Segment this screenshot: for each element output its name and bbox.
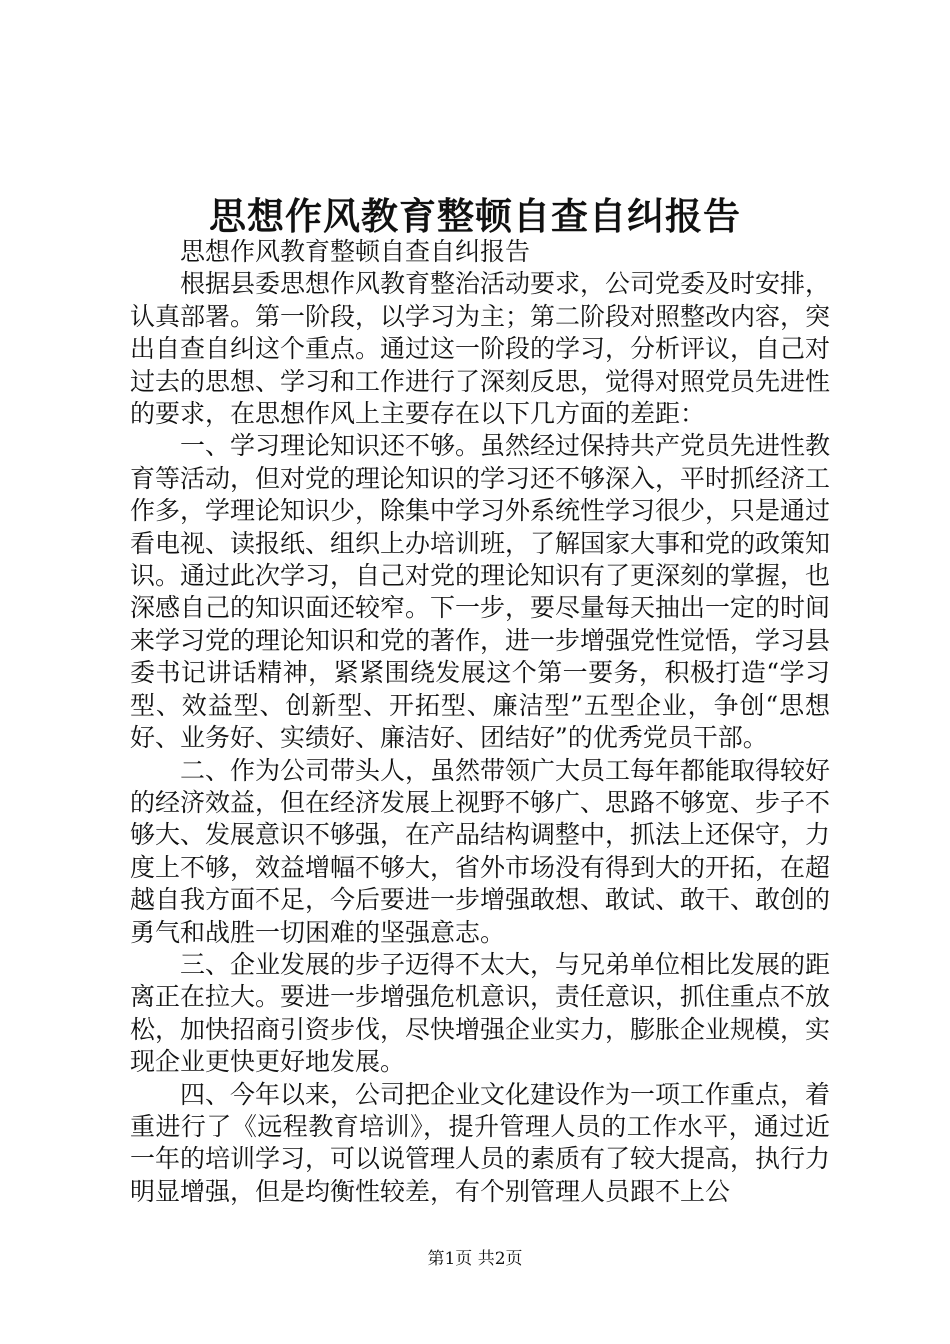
paragraph-subtitle: 思想作风教育整顿自查自纠报告 (180, 237, 531, 266)
page-number-footer: 第1页 共2页 (427, 1249, 523, 1269)
document-title: 思想作风教育整顿自查自纠报告 (209, 194, 741, 238)
paragraph-intro: 根据县委思想作风教育整治活动要求，公司党委及时安排，认真部署。第一阶段，以学习为主；第二阶段对照整改内容，突出自查自纠这个重点。通过这一阶段的学习，分析评议，自己对过去的思想、学习和工作进行了深刻反思，觉得对照党员先进性的要求，在思想作风上主要存在以下几方面的差距： (130, 269, 831, 429)
paragraph-point-3: 三、企业发展的步子迈得不太大，与兄弟单位相比发展的距离正在拉大。要进一步增强危机意识，责任意识，抓住重点不放松，加快招商引资步伐，尽快增强企业实力，膨胀企业规模，实现企业更快更好地发展。 (130, 949, 831, 1077)
paragraph-point-4: 四、今年以来，公司把企业文化建设作为一项工作重点，着重进行了《远程教育培训》，提升管理人员的工作水平，通过近一年的培训学习，可以说管理人员的素质有了较大提高，执行力明显增强，但是均衡性较差，有个别管理人员跟不上公 (130, 1079, 831, 1206)
document-body (130, 236, 830, 1208)
paragraph-point-1: 一、学习理论知识还不够。虽然经过保持共产党员先进性教育等活动，但对党的理论知识的学习还不够深入，平时抓经济工作多，学理论知识少，除集中学习外系统性学习很少，只是通过看电视、读报纸、组织上办培训班，了解国家大事和党的政策知识。通过此次学习，自己对党的理论知识有了更深刻的掌握，也深感自己的知识面还较窄。下一步，要尽量每天抽出一定的时间来学习党的理论知识和党的著作，进一步增强党性觉悟，学习县委书记讲话精神，紧紧围绕发展这个第一要务，积极打造“学习型、效益型、创新型、开拓型、廉洁型”五型企业，争创“思想好、业务好、实绩好、廉洁好、团结好”的优秀党员干部。 (130, 431, 831, 753)
paragraph-point-2: 二、作为公司带头人，虽然带领广大员工每年都能取得较好的经济效益，但在经济发展上视野不够广、思路不够宽、步子不够大、发展意识不够强，在产品结构调整中，抓法上还保守，力度上不够，效益增幅不够大，省外市场没有得到大的开拓，在超越自我方面不足，今后要进一步增强敢想、敢试、敢干、敢创的勇气和战胜一切困难的坚强意志。 (130, 755, 831, 947)
